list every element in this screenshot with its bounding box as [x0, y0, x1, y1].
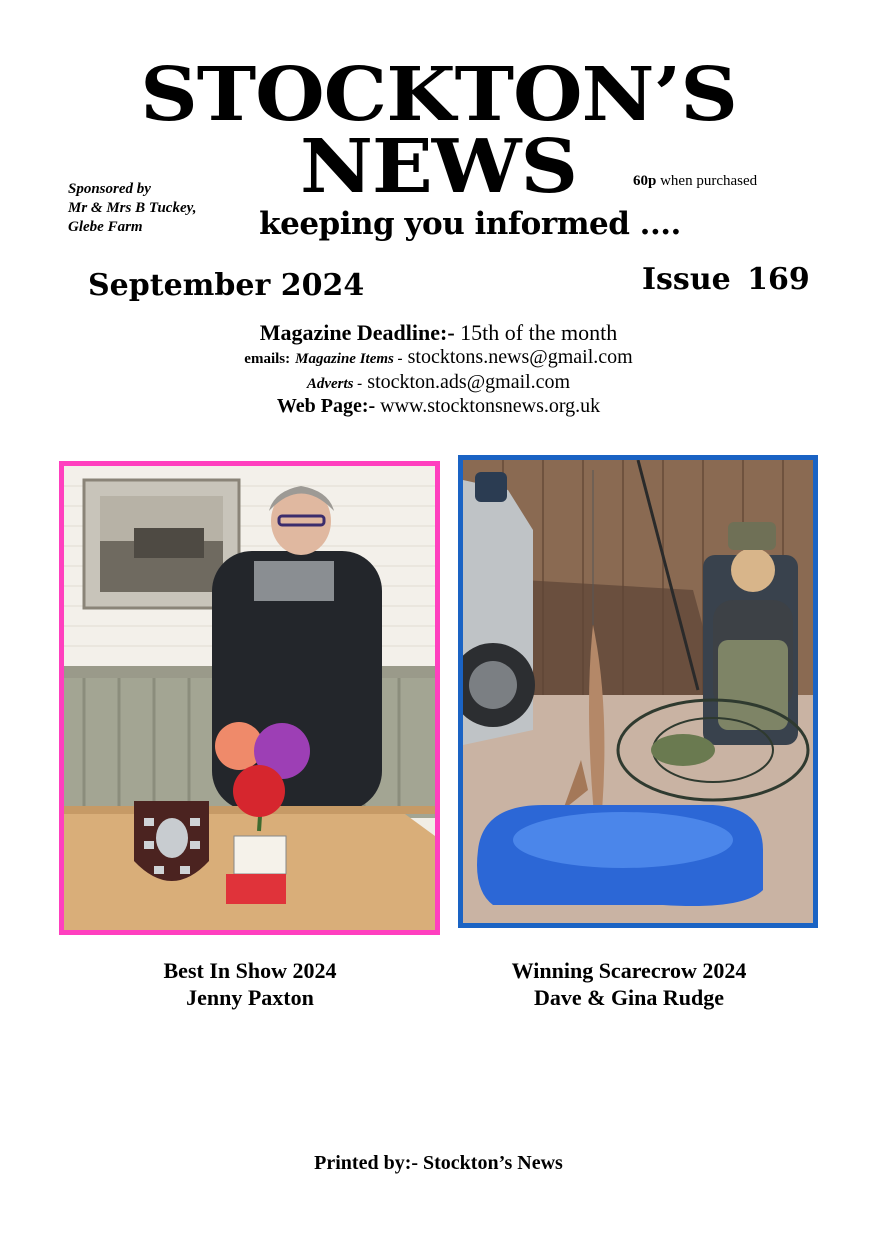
web-page-line — [0, 395, 877, 418]
emails-line — [0, 346, 877, 369]
price-note — [633, 173, 757, 190]
web-page-url[interactable]: www.stocktonsnews.org.uk — [380, 395, 601, 417]
magazine-items-label: Magazine Items - — [295, 351, 403, 367]
best-in-show-illustration — [64, 466, 435, 930]
sponsor-line: Mr & Mrs B Tuckey, — [68, 200, 197, 216]
price-text: when purchased — [660, 173, 758, 189]
deadline-line — [0, 320, 877, 346]
issue-date: September 2024 — [88, 268, 365, 303]
caption-line: Best In Show 2024 — [163, 958, 337, 983]
masthead-title-line1: STOCKTON’S — [140, 52, 737, 138]
web-page-label: Web Page:- — [276, 395, 376, 417]
masthead-title-line2: NEWS — [299, 124, 578, 210]
sponsor-line: Sponsored by — [68, 181, 151, 197]
best-in-show-photo — [59, 461, 440, 935]
adverts-label: Adverts - — [306, 376, 363, 392]
caption-line: Jenny Paxton — [186, 985, 314, 1010]
magazine-email[interactable]: stocktons.news@gmail.com — [407, 346, 633, 368]
adverts-line — [0, 371, 877, 394]
deadline-label: Magazine Deadline:- — [259, 320, 455, 345]
deadline-value: 15th of the month — [460, 320, 618, 345]
sponsor-line: Glebe Farm — [68, 219, 143, 235]
printed-by: Printed by:- Stockton’s News — [314, 1152, 563, 1174]
caption-line: Winning Scarecrow 2024 — [511, 958, 747, 983]
winning-scarecrow-caption — [440, 957, 818, 1011]
tagline: keeping you informed .... — [259, 206, 681, 242]
price-amount: 60p — [633, 173, 657, 189]
issue-number: Issue 169 — [642, 262, 810, 297]
adverts-email[interactable]: stockton.ads@gmail.com — [367, 371, 571, 393]
scarecrow-illustration — [463, 460, 813, 923]
emails-label: emails: — [244, 351, 291, 367]
best-in-show-caption — [60, 957, 440, 1011]
winning-scarecrow-photo — [458, 455, 818, 928]
caption-line: Dave & Gina Rudge — [533, 985, 725, 1010]
